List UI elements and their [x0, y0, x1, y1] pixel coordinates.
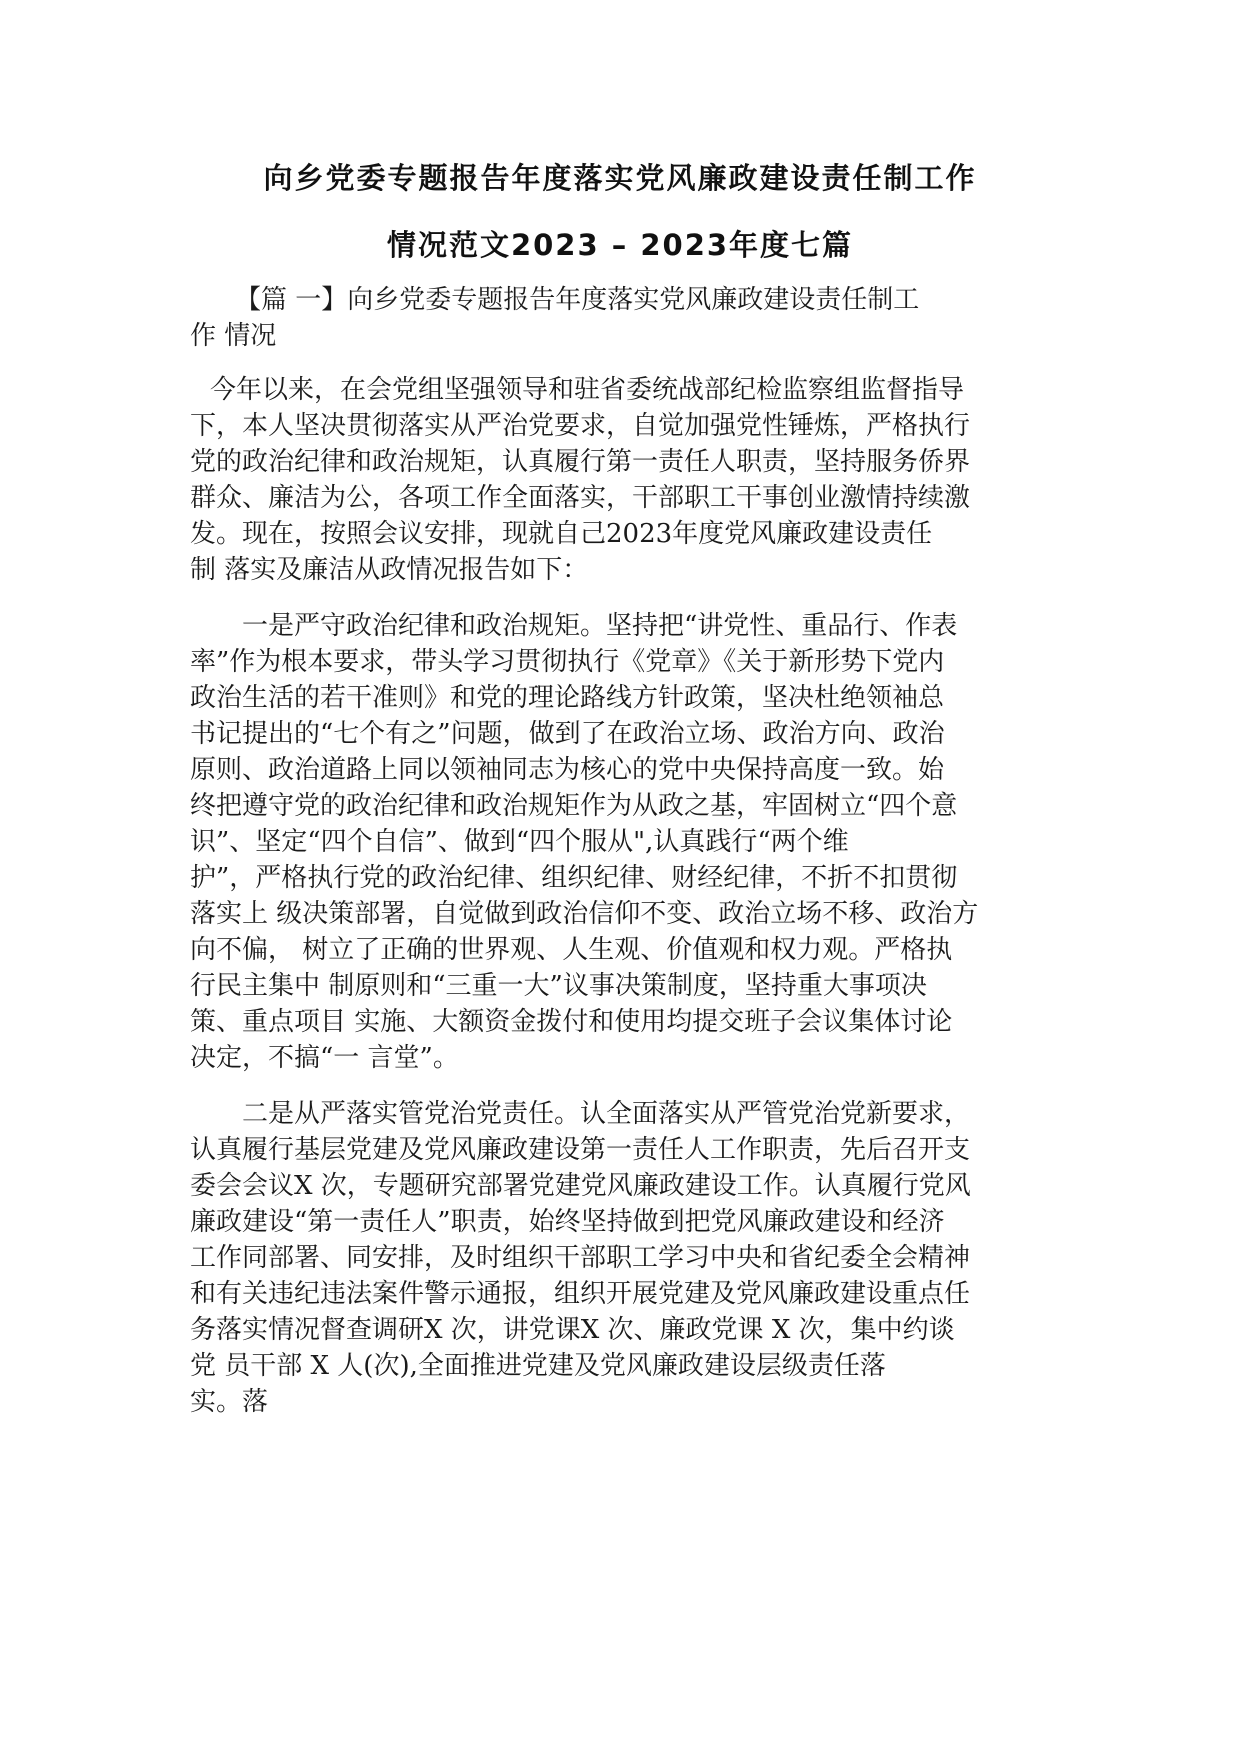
text-line: 下，本人坚决贯彻落实从严治党要求，自觉加强党性锤炼，严格执行: [190, 411, 971, 441]
text-line: 率”作为根本要求，带头学习贯彻执行《党章》《关于新形势下党内: [190, 647, 945, 677]
text-line: 策、重点项目 实施、大额资金拨付和使用均提交班子会议集体讨论: [190, 1007, 953, 1037]
text-line: 一是严守政治纪律和政治规矩。坚持把“讲党性、重品行、作表: [242, 611, 958, 641]
text-line: 委会会议X 次，专题研究部署党建党风廉政建设工作。认真履行党风: [190, 1171, 971, 1201]
section-heading-line: 作 情况: [190, 321, 277, 351]
text-line: 政治生活的若干准则》和党的理论路线方针政策，坚决杜绝领袖总: [190, 683, 945, 713]
text-line: 党的政治纪律和政治规矩，认真履行第一责任人职责，坚持服务侨界: [190, 447, 971, 477]
text-line: 廉政建设“第一责任人”职责，始终坚持做到把党风廉政建设和经济: [190, 1207, 945, 1237]
text-line: 务落实情况督查调研X 次，讲党课X 次、廉政党课 X 次，集中约谈: [190, 1315, 955, 1345]
text-line: 向不偏， 树立了正确的世界观、人生观、价值观和权力观。严格执: [190, 935, 953, 965]
document-title-line-1: 向乡党委专题报告年度落实党风廉政建设责任制工作: [263, 161, 977, 195]
text-line: 书记提出的“七个有之”问题，做到了在政治立场、政治方向、政治: [190, 719, 945, 749]
text-line: 发。现在，按照会议安排，现就自己2023年度党风廉政建设责任: [190, 519, 933, 549]
text-line: 决定，不搞“一 言堂”。: [190, 1043, 459, 1073]
section-heading-line: 【篇 一】向乡党委专题报告年度落实党风廉政建设责任制工: [235, 285, 920, 315]
text-line: 认真履行基层党建及党风廉政建设第一责任人工作职责，先后召开支: [190, 1135, 971, 1165]
text-line: 终把遵守党的政治纪律和政治规矩作为从政之基，牢固树立“四个意: [190, 791, 958, 821]
text-line: 原则、政治道路上同以领袖同志为核心的党中央保持高度一致。始: [190, 755, 945, 785]
document-title-line-2: 情况范文2023 – 2023年度七篇: [386, 228, 854, 262]
text-line: 护”，严格执行党的政治纪律、组织纪律、财经纪律，不折不扣贯彻: [190, 863, 958, 893]
text-line: 识”、坚定“四个自信”、做到“四个服从",认真践行“两个维: [190, 827, 849, 857]
text-line: 今年以来，在会党组坚强领导和驻省委统战部纪检监察组监督指导: [210, 375, 965, 405]
text-line: 党 员干部 X 人(次),全面推进党建及党风廉政建设层级责任落: [190, 1351, 886, 1381]
text-line: 二是从严落实管党治党责任。认全面落实从严管党治党新要求，: [242, 1099, 971, 1129]
text-line: 群众、廉洁为公，各项工作全面落实，干部职工干事创业激情持续激: [190, 483, 971, 513]
text-line: 工作同部署、同安排，及时组织干部职工学习中央和省纪委全会精神: [190, 1243, 971, 1273]
text-line: 行民主集中 制原则和“三重一大”议事决策制度，坚持重大事项决: [190, 971, 927, 1001]
text-line: 制 落实及廉洁从政情况报告如下：: [190, 555, 589, 585]
text-line: 实。落: [190, 1387, 269, 1417]
text-line: 和有关违纪违法案件警示通报，组织开展党建及党风廉政建设重点任: [190, 1279, 971, 1309]
text-line: 落实上 级决策部署，自觉做到政治信仰不变、政治立场不移、政治方: [190, 899, 979, 929]
